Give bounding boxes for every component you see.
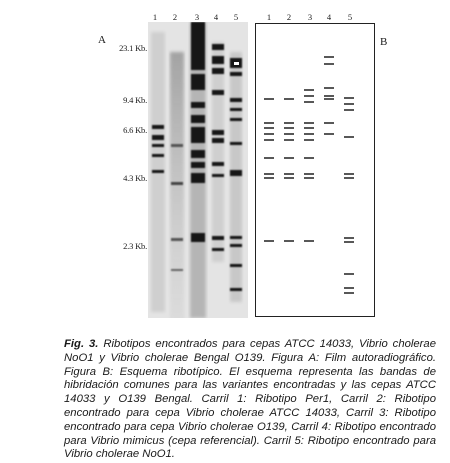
schema-lane-4: 4	[326, 12, 332, 22]
schema-lane-5: 5	[347, 12, 353, 22]
autoradiograph-photo	[148, 22, 248, 318]
size-marker-6-6kb: 6.6 Kb.	[123, 125, 147, 135]
photo-lane-1: 1	[152, 12, 158, 22]
schema-lane-2: 2	[286, 12, 292, 22]
caption-text: Ribotipos encontrados para cepas ATCC 14033, Vibrio cholerae NoO1 y Vibrio cholerae Bengal O139. Figura A: Film autoradiográfico. Figura B: Esquema ribotípico. El esquema representa las bandas de hibridación comunes para las variantes encontradas y las cepas ATCC 14033 y O139 Bengal. Carril 1: Ribotipo Per1, Carril 2: Ribotipo encontrado para cepa Vibrio cholerae ATCC 14033, Carril 3: Ribotipo encontrado para cepa Vibrio cholerae O139, Carril 4: Ribotipo encontrado para Vibrio mimicus (cepa referencial). Carril 5: Ribotipo encontrado para Vibrio cholerae NoO1.	[64, 338, 436, 461]
size-marker-23kb: 23.1 Kb.	[119, 43, 147, 53]
schema-lane-3: 3	[307, 12, 313, 22]
ribotype-schema	[255, 23, 375, 317]
size-marker-4-3kb: 4.3 Kb.	[123, 173, 147, 183]
caption-label: Fig. 3.	[64, 338, 99, 350]
photo-lane-3: 3	[194, 12, 200, 22]
size-marker-9-4kb: 9.4 Kb.	[123, 95, 147, 105]
schema-lane-1: 1	[266, 12, 272, 22]
photo-lane-2: 2	[172, 12, 178, 22]
schema-bands	[256, 24, 373, 315]
panel-label-b: B	[380, 36, 388, 48]
size-marker-2-3kb: 2.3 Kb.	[123, 241, 147, 251]
photo-lane-4: 4	[213, 12, 219, 22]
photo-lane-5: 5	[233, 12, 239, 22]
figure-caption	[64, 338, 436, 462]
panel-label-a: A	[98, 34, 106, 46]
